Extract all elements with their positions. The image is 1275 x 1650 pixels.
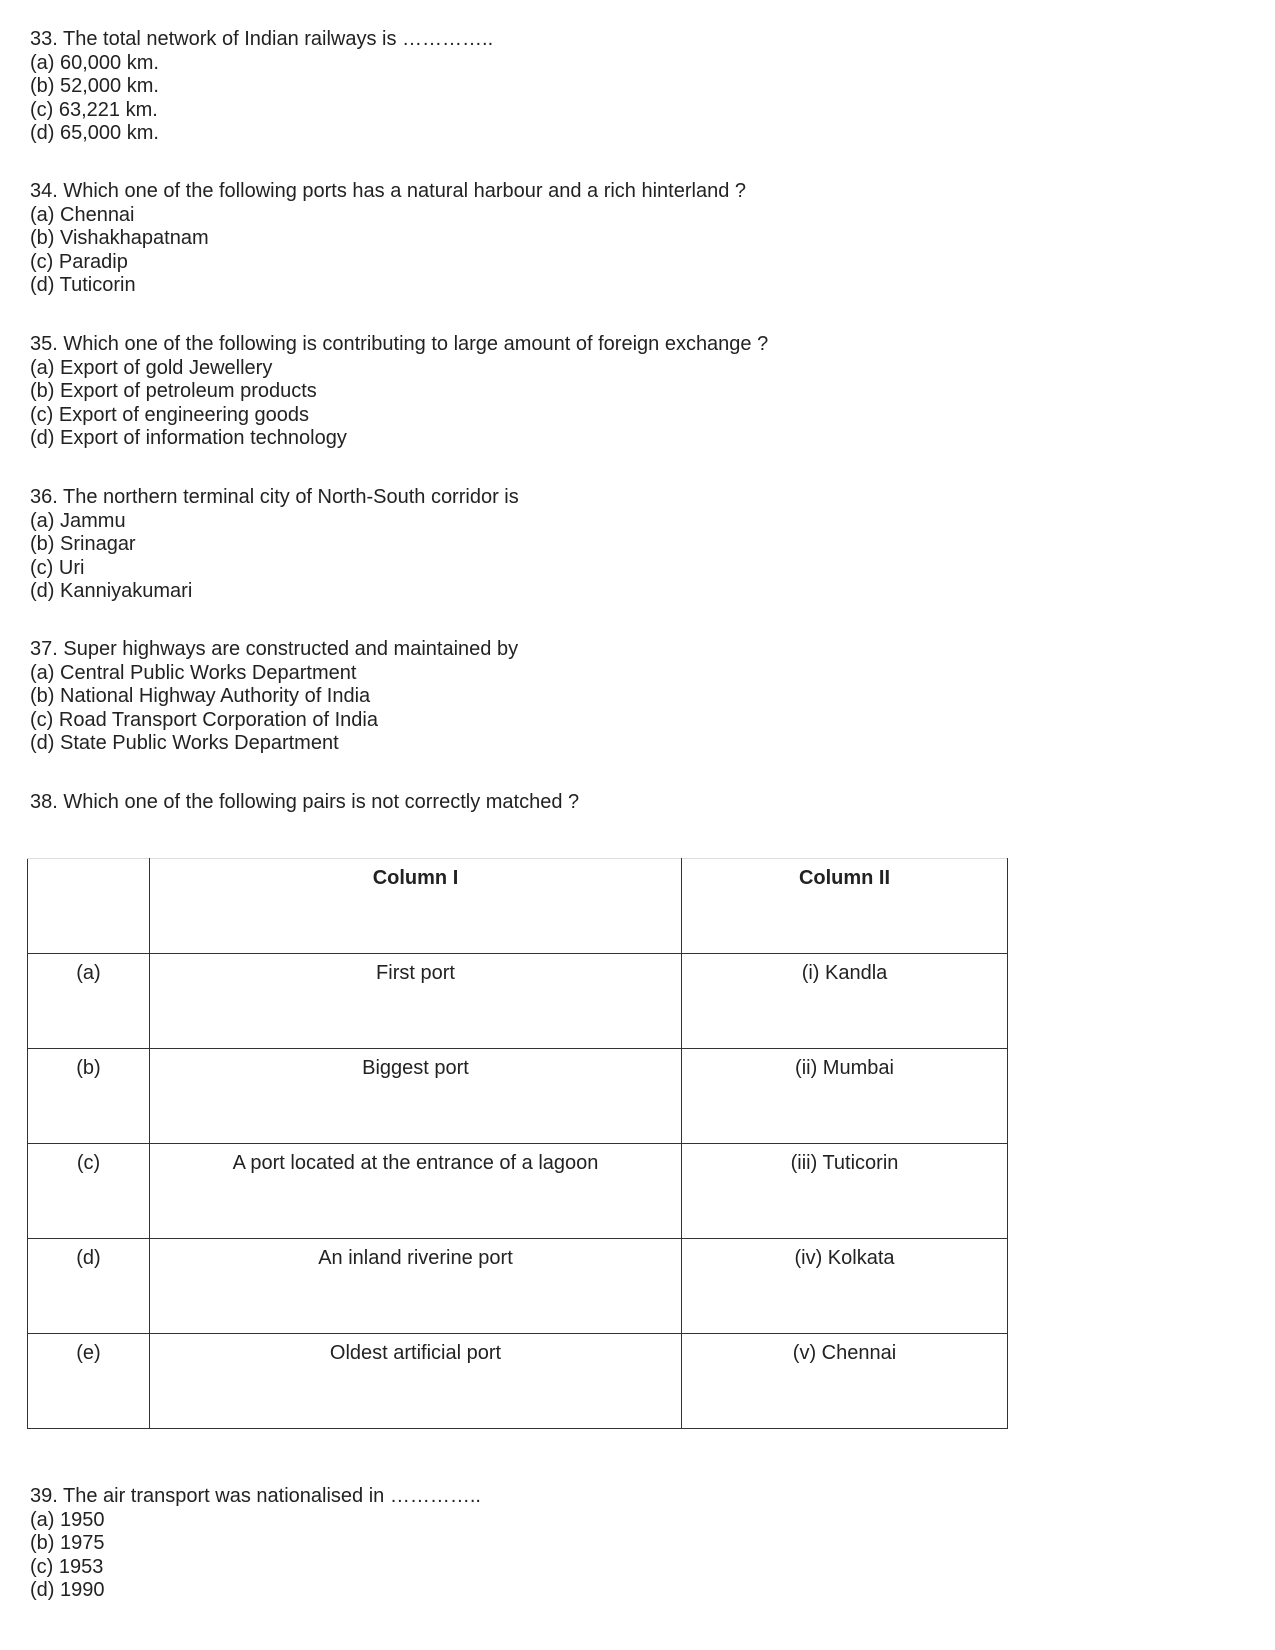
header-blank: [28, 859, 150, 954]
column-2-cell: (ii) Mumbai: [682, 1049, 1008, 1144]
option-a: (a) Chennai: [30, 203, 135, 226]
question-35: [30, 333, 768, 451]
column-1-cell: A port located at the entrance of a lagoon: [150, 1144, 682, 1239]
header-column-1: Column I: [150, 859, 682, 954]
column-2-cell: (iv) Kolkata: [682, 1239, 1008, 1334]
column-1-cell: An inland riverine port: [150, 1239, 682, 1334]
question-39: [30, 1485, 481, 1603]
option-b: (b) 52,000 km.: [30, 75, 159, 97]
option-c: (c) 63,221 km.: [30, 98, 158, 121]
column-1-cell: Biggest port: [150, 1049, 682, 1144]
option-a: (a) 1950: [30, 1508, 105, 1531]
option-d: (d) 65,000 km.: [30, 122, 159, 144]
option-d: (d) Tuticorin: [30, 274, 136, 296]
option-c: (c) 1953: [30, 1555, 104, 1578]
row-label: (c): [28, 1144, 150, 1239]
option-b: (b) 1975: [30, 1532, 105, 1554]
question-36: [30, 486, 519, 604]
column-1-cell: First port: [150, 954, 682, 1049]
option-d: (d) Export of information technology: [30, 427, 347, 449]
question-34: [30, 180, 746, 298]
option-d: (d) State Public Works Department: [30, 732, 339, 754]
question-38: [30, 791, 579, 815]
table-row: [28, 1334, 1008, 1429]
option-b: (b) National Highway Authority of India: [30, 685, 371, 707]
option-d: (d) Kanniyakumari: [30, 580, 193, 602]
table-header-row: [28, 859, 1008, 954]
row-label: (b): [28, 1049, 150, 1144]
row-label: (e): [28, 1334, 150, 1429]
question-text: 39. The air transport was nationalised in …………..: [30, 1485, 481, 1507]
column-2-cell: (i) Kandla: [682, 954, 1008, 1049]
option-a: (a) 60,000 km.: [30, 51, 159, 74]
option-c: (c) Road Transport Corporation of India: [30, 708, 378, 731]
question-text: 33. The total network of Indian railways is …………..: [30, 28, 494, 50]
column-2-cell: (v) Chennai: [682, 1334, 1008, 1429]
option-b: (b) Vishakhapatnam: [30, 227, 209, 249]
question-text: 35. Which one of the following is contributing to large amount of foreign exchange ?: [30, 333, 769, 355]
option-b: (b) Export of petroleum products: [30, 380, 317, 402]
header-column-2: Column II: [682, 859, 1008, 954]
option-a: (a) Export of gold Jewellery: [30, 356, 273, 379]
question-text: 37. Super highways are constructed and maintained by: [30, 638, 519, 660]
row-label: (d): [28, 1239, 150, 1334]
question-text: 38. Which one of the following pairs is not correctly matched ?: [30, 791, 580, 813]
table-row: [28, 1049, 1008, 1144]
table-row: [28, 1239, 1008, 1334]
table-row: [28, 954, 1008, 1049]
question-text: 34. Which one of the following ports has a natural harbour and a rich hinterland ?: [30, 180, 746, 202]
question-33: [30, 28, 493, 146]
option-c: (c) Export of engineering goods: [30, 403, 310, 426]
option-b: (b) Srinagar: [30, 533, 136, 555]
column-2-cell: (iii) Tuticorin: [682, 1144, 1008, 1239]
option-a: (a) Jammu: [30, 509, 126, 532]
row-label: (a): [28, 954, 150, 1049]
option-c: (c) Paradip: [30, 250, 128, 273]
question-37: [30, 638, 518, 756]
matching-table: [27, 858, 1008, 1429]
question-text: 36. The northern terminal city of North-South corridor is: [30, 486, 519, 508]
column-1-cell: Oldest artificial port: [150, 1334, 682, 1429]
option-d: (d) 1990: [30, 1579, 105, 1601]
option-a: (a) Central Public Works Department: [30, 661, 357, 684]
option-c: (c) Uri: [30, 556, 85, 579]
table-row: [28, 1144, 1008, 1239]
